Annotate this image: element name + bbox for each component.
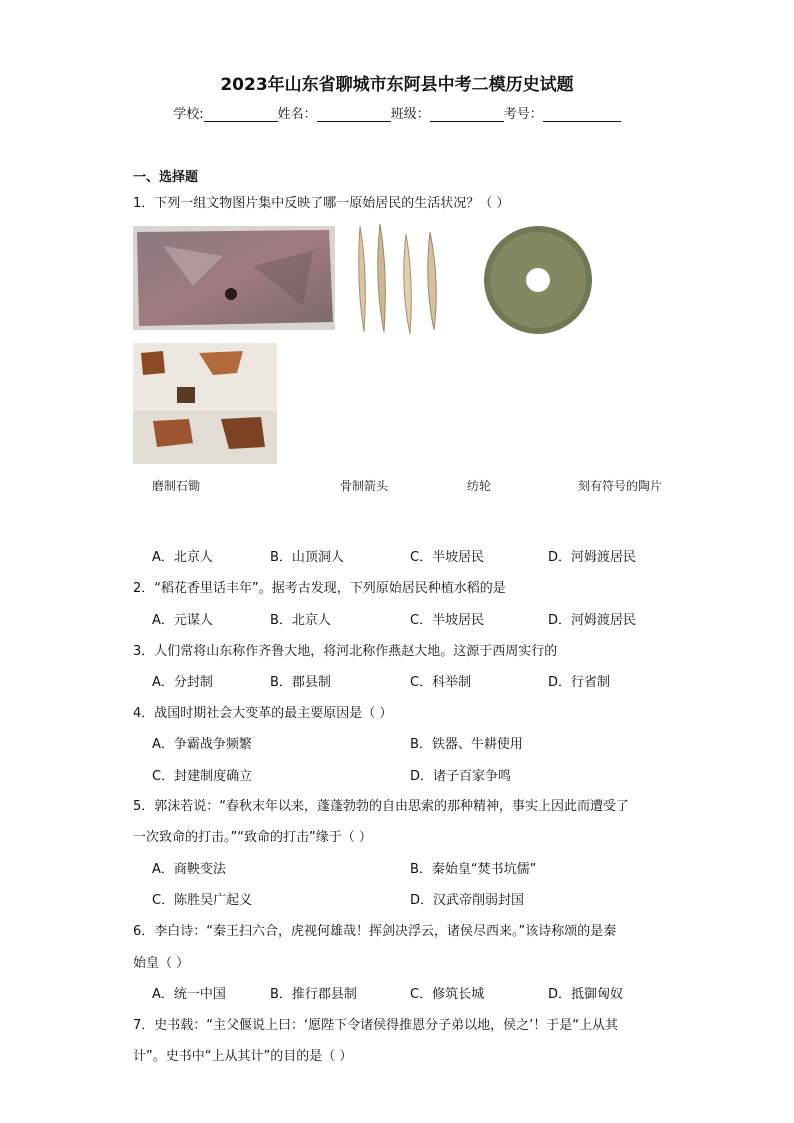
q1-option-b[interactable]: B．山顶洞人 <box>270 550 344 565</box>
number-blank[interactable] <box>543 107 621 122</box>
name-blank[interactable] <box>317 107 391 122</box>
q4-option-b[interactable]: B．铁器、牛耕使用 <box>410 737 523 752</box>
q1-option-d[interactable]: D．河姆渡居民 <box>548 550 637 565</box>
school-label: 学校: <box>173 107 204 122</box>
question-5-stem-line1: 5．郭沫若说：“春秋末年以来，蓬蓬勃勃的自由思索的那种精神，事实上因此而遭受了 <box>133 799 630 814</box>
school-blank[interactable] <box>204 107 278 122</box>
q5-option-c[interactable]: C．陈胜吴广起义 <box>152 893 253 908</box>
question-6-stem-line2: 始皇（ ） <box>133 956 190 971</box>
q6-option-c[interactable]: C．修筑长城 <box>410 987 485 1002</box>
q6-option-d[interactable]: D．抵御匈奴 <box>548 987 624 1002</box>
name-label: 姓名： <box>277 107 317 122</box>
spinning-wheel-image <box>478 224 598 336</box>
bone-arrowheads-image <box>350 222 448 338</box>
q6-option-b[interactable]: B．推行郡县制 <box>270 987 357 1002</box>
question-2-stem: 2．“稻花香里话丰年”。据考古发现，下列原始居民种植水稻的是 <box>133 581 506 596</box>
q3-option-a[interactable]: A．分封制 <box>152 675 213 690</box>
q6-option-a[interactable]: A．统一中国 <box>152 987 226 1002</box>
caption-stone-hoe: 磨制石锄 <box>152 479 201 493</box>
question-1-stem: 1．下列一组文物图片集中反映了哪一原始居民的生活状况？（ ） <box>133 196 510 211</box>
question-3-stem: 3．人们常将山东称作齐鲁大地，将河北称作燕赵大地。这源于西周实行的 <box>133 644 558 659</box>
question-4-stem: 4．战国时期社会大变革的最主要原因是（ ） <box>133 706 393 721</box>
q3-option-b[interactable]: B．郡县制 <box>270 675 331 690</box>
q3-option-d[interactable]: D．行省制 <box>548 675 611 690</box>
q2-option-d[interactable]: D．河姆渡居民 <box>548 613 637 628</box>
q4-option-d[interactable]: D．诸子百家争鸣 <box>410 769 512 784</box>
class-label: 班级： <box>390 107 430 122</box>
q5-option-d[interactable]: D．汉武帝削弱封国 <box>410 893 525 908</box>
q2-option-b[interactable]: B．北京人 <box>270 613 331 628</box>
q1-option-c[interactable]: C．半坡居民 <box>410 550 485 565</box>
q2-option-c[interactable]: C．半坡居民 <box>410 613 485 628</box>
number-label: 考号： <box>503 107 543 122</box>
section-heading: 一、选择题 <box>133 170 199 185</box>
q2-option-a[interactable]: A．元谋人 <box>152 613 213 628</box>
q5-option-a[interactable]: A．商鞅变法 <box>152 862 226 877</box>
q4-option-a[interactable]: A．争霸战争频繁 <box>152 737 252 752</box>
q4-option-c[interactable]: C．封建制度确立 <box>152 769 253 784</box>
caption-pottery-shards: 刻有符号的陶片 <box>578 479 663 493</box>
student-info-line <box>0 103 794 122</box>
question-6-stem-line1: 6．李白诗：“秦王扫六合，虎视何雄哉！挥剑决浮云，诸侯尽西来。”该诗称颂的是秦 <box>133 924 617 939</box>
caption-bone-arrowheads: 骨制箭头 <box>340 479 389 493</box>
question-7-stem-line1: 7．史书载：“主父偃说上曰：‘愿陛下令诸侯得推恩分子弟以地，侯之’！于是“上从其 <box>133 1018 619 1033</box>
q5-option-b[interactable]: B．秦始皇“焚书坑儒” <box>410 862 537 877</box>
question-5-stem-line2: 一次致命的打击。”“致命的打击”缘于（ ） <box>133 830 372 845</box>
caption-spinning-wheel: 纺轮 <box>467 479 492 493</box>
class-blank[interactable] <box>430 107 504 122</box>
q3-option-c[interactable]: C．科举制 <box>410 675 472 690</box>
q1-option-a[interactable]: A．北京人 <box>152 550 213 565</box>
pottery-shards-image <box>133 343 277 464</box>
question-7-stem-line2: 计”。史书中“上从其计”的目的是（ ） <box>133 1049 353 1064</box>
stone-hoe-image <box>133 226 335 330</box>
page-title: 2023年山东省聊城市东阿县中考二模历史试题 <box>220 75 574 95</box>
